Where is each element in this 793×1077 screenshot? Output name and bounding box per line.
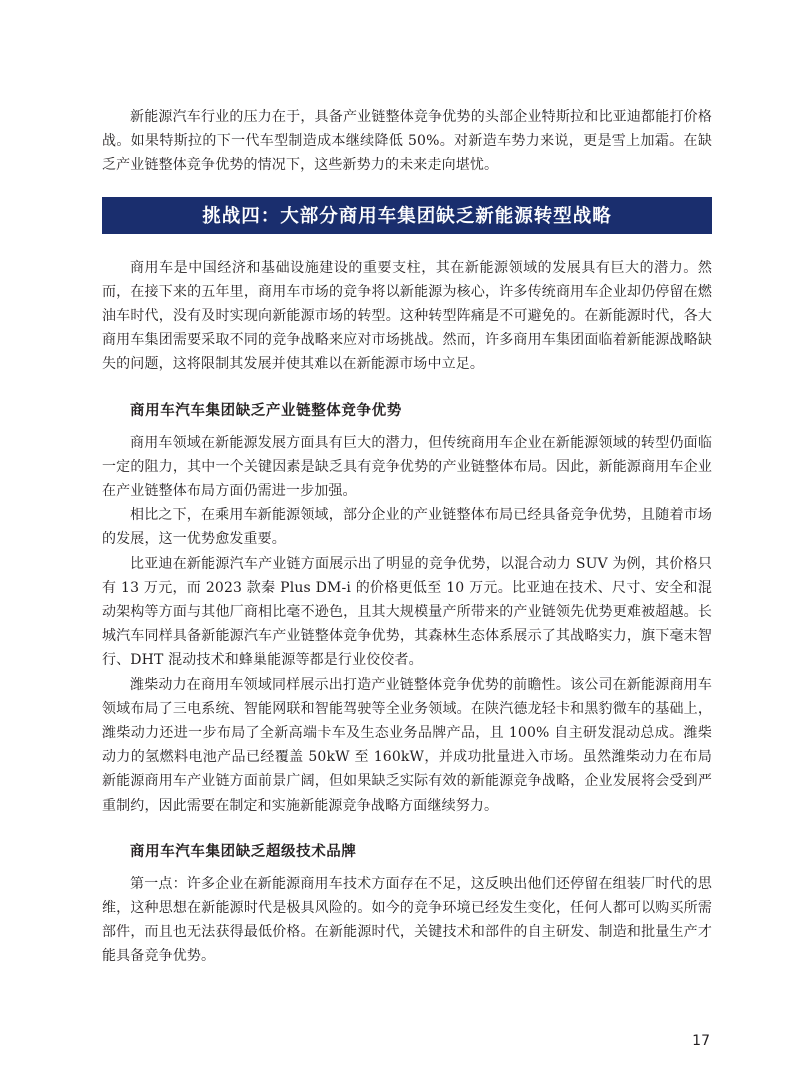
- body-paragraph: 比亚迪在新能源汽车产业链方面展示出了明显的竞争优势，以混合动力 SUV 为例，其价格只有 13 万元，而 2023 款秦 Plus DM-i 的价格更低至 10 万元。比亚迪在技术、尺寸、安全和混动架构等方面与其他厂商相比毫不逊色，且其大规模量产所带来的产业链领先优势更难被超越。长城汽车同样具备新能源汽车产业链整体竞争优势，其森林生态体系展示了其战略实力，旗下毫末智行、DHT 混动技术和蜂巢能源等都是行业佼佼者。: [102, 555, 712, 669]
- section-paragraph: 商用车是中国经济和基础设施建设的重要支柱，其在新能源领域的发展具有巨大的潜力。然而，在接下来的五年里，商用车市场的竞争将以新能源为核心，许多传统商用车企业却仍停留在燃油车时代，没有及时实现向新能源市场的转型。这种转型阵痛是不可避免的。在新能源时代，各大商用车集团需要采取不同的竞争战略来应对市场挑战。然而，许多商用车集团面临着新能源战略缺失的问题，这将限制其发展并使其难以在新能源市场中立足。: [102, 259, 712, 373]
- intro-paragraph: 新能源汽车行业的压力在于，具备产业链整体竞争优势的头部企业特斯拉和比亚迪都能打价格战。如果特斯拉的下一代车型制造成本继续降低 50%。对新造车势力来说，更是雪上加霜。在缺乏产业链整体竞争优势的情况下，这些新势力的未来走向堪忧。: [102, 109, 712, 174]
- body-paragraph: 第一点：许多企业在新能源商用车技术方面存在不足，这反映出他们还停留在组装厂时代的思维，这种思想在新能源时代是极具风险的。如今的竞争环境已经发生变化，任何人都可以购买所需部件，而且也无法获得最低价格。在新能源时代，关键技术和部件的自主研发、制造和批量生产才能具备竞争优势。: [102, 875, 712, 965]
- body-paragraph: 商用车领域在新能源发展方面具有巨大的潜力，但传统商用车企业在新能源领域的转型仍面临一定的阻力，其中一个关键因素是缺乏具有竞争优势的产业链整体布局。因此，新能源商用车企业在产业链整体布局方面仍需进一步加强。: [102, 434, 712, 500]
- section-title-banner: [102, 197, 712, 234]
- page-number: 17: [692, 1033, 710, 1049]
- subsection-heading-supply-chain: 商用车汽车集团缺乏产业链整体竞争优势: [130, 401, 402, 419]
- body-paragraph: 潍柴动力在商用车领域同样展示出打造产业链整体竞争优势的前瞻性。该公司在新能源商用车领域布局了三电系统、智能网联和智能驾驶等全业务领域。在陕汽德龙轻卡和黑豹微车的基础上，潍柴动力还进一步布局了全新高端卡车及生态业务品牌产品，且 100% 自主研发混动总成。潍柴动力的氢燃料电池产品已经覆盖 50kW 至 160kW，并成功批量进入市场。虽然潍柴动力在布局新能源商用车产业链方面前景广阔，但如果缺乏实际有效的新能源竞争战略，企业发展将会受到严重制约，因此需要在制定和实施新能源竞争战略方面继续努力。: [102, 676, 712, 814]
- page-content: [102, 105, 712, 969]
- body-paragraph: 相比之下，在乘用车新能源领域，部分企业的产业链整体布局已经具备竞争优势，且随着市场的发展，这一优势愈发重要。: [102, 507, 712, 548]
- subsection-heading-tech-brand: 商用车汽车集团缺乏超级技术品牌: [130, 842, 357, 860]
- section-title: 挑战四：大部分商用车集团缺乏新能源转型战略: [202, 206, 612, 228]
